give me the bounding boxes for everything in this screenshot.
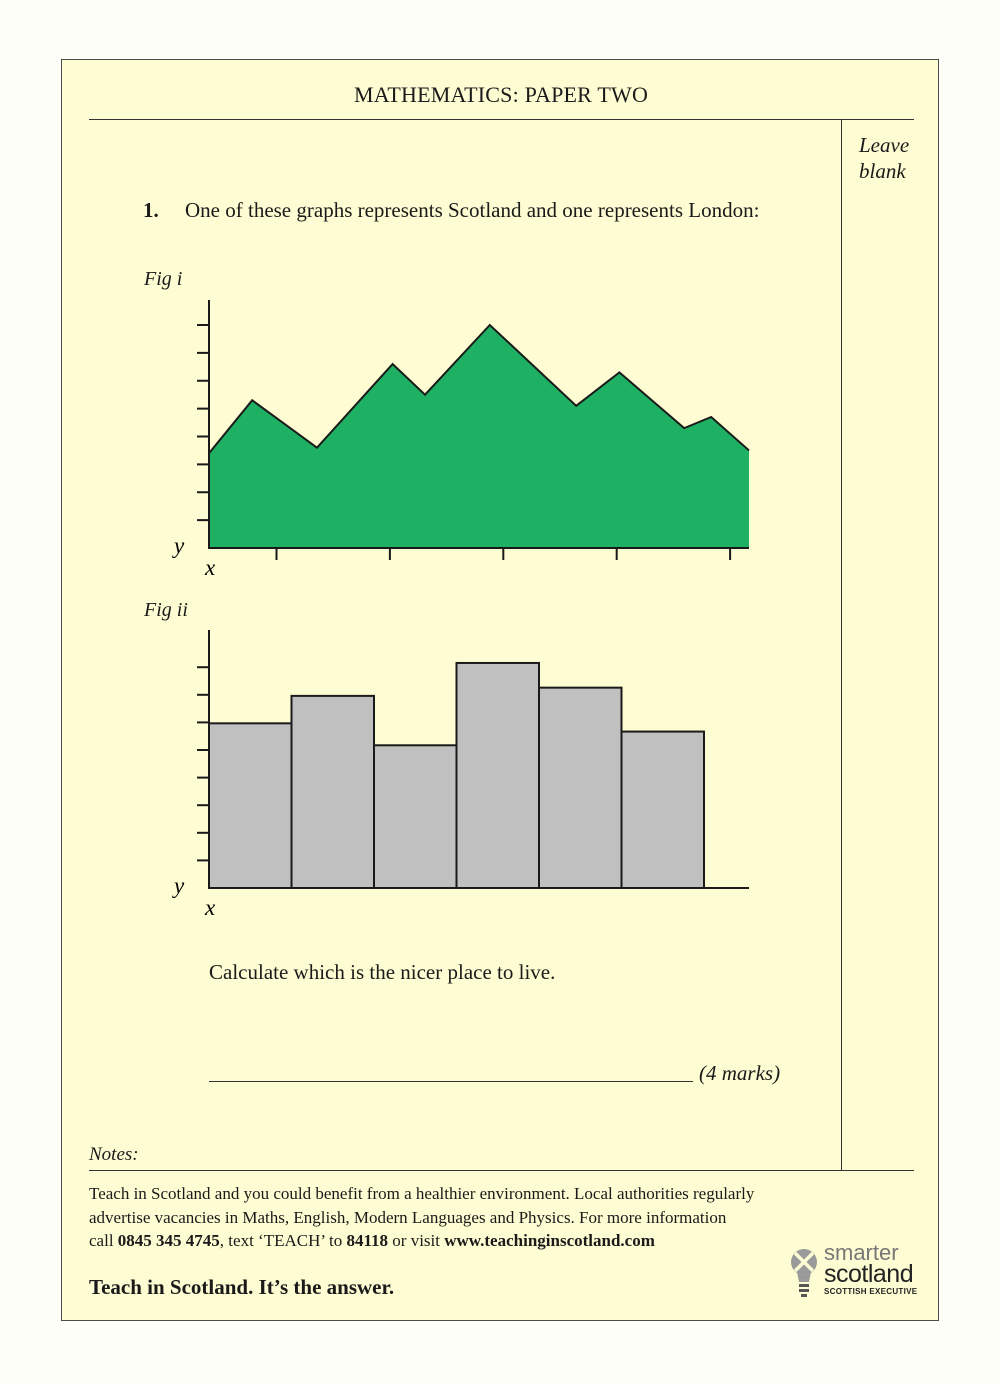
bar: [539, 688, 622, 888]
promo-line-1: Teach in Scotland and you could benefit from a healthier environment. Local authorities regularly: [89, 1184, 755, 1203]
promo-line-3: [89, 1229, 789, 1253]
header-divider: [89, 119, 914, 120]
marks-label: (4 marks): [699, 1061, 781, 1085]
footer-divider: [89, 1170, 914, 1171]
fig-i-label: Fig i: [144, 268, 183, 290]
tagline: Teach in Scotland. It’s the answer.: [89, 1275, 395, 1299]
logo-text-smarter: smarter: [824, 1240, 899, 1265]
promo-line-2: advertise vacancies in Maths, English, Modern Languages and Physics. For more information: [89, 1207, 727, 1227]
question-text: One of these graphs represents Scotland and one represents London:: [185, 198, 760, 222]
exam-paper: [61, 59, 939, 1321]
leave-blank-line-1: Leave: [859, 133, 910, 157]
question-number: 1.: [143, 198, 159, 222]
leave-blank-line-2: blank: [859, 159, 906, 183]
question-instruction: Calculate which is the nicer place to live.: [209, 960, 556, 984]
paper-title: MATHEMATICS: PAPER TWO: [353, 82, 649, 107]
promo-visit: or visit: [388, 1231, 445, 1250]
y-axis-label: y: [174, 873, 185, 898]
promo-code: 84118: [346, 1231, 389, 1250]
bar: [209, 723, 292, 888]
smarter-scotland-logo: [786, 1242, 926, 1302]
fig-ii-bar-chart: [152, 630, 772, 920]
x-axis-label: x: [205, 555, 216, 580]
promo-text-instruction: , text ‘TEACH’ to: [219, 1231, 347, 1250]
promo-call: call: [89, 1231, 118, 1250]
promo-url[interactable]: www.teachinginscotland.com: [444, 1231, 655, 1250]
fig-i-area-chart: [152, 290, 772, 590]
logo-text-scotland: scotland: [824, 1260, 914, 1288]
bar: [374, 745, 457, 888]
y-axis-label: y: [174, 533, 185, 558]
fig-ii-label: Fig ii: [144, 599, 188, 621]
lightbulb-saltire-icon: [788, 1244, 820, 1300]
x-axis-label: x: [205, 895, 216, 920]
area-fill: [209, 325, 749, 548]
margin-column-divider: [841, 119, 842, 1170]
promo-text: [89, 1182, 789, 1253]
notes-label: Notes:: [89, 1144, 139, 1165]
leave-blank-label: [859, 132, 909, 184]
promo-phone: 0845 345 4745: [117, 1231, 220, 1250]
answer-line[interactable]: [209, 1081, 693, 1082]
bar: [457, 663, 540, 888]
bar: [292, 696, 375, 888]
logo-text-executive: SCOTTISH EXECUTIVE: [824, 1287, 918, 1296]
bar: [622, 732, 705, 888]
